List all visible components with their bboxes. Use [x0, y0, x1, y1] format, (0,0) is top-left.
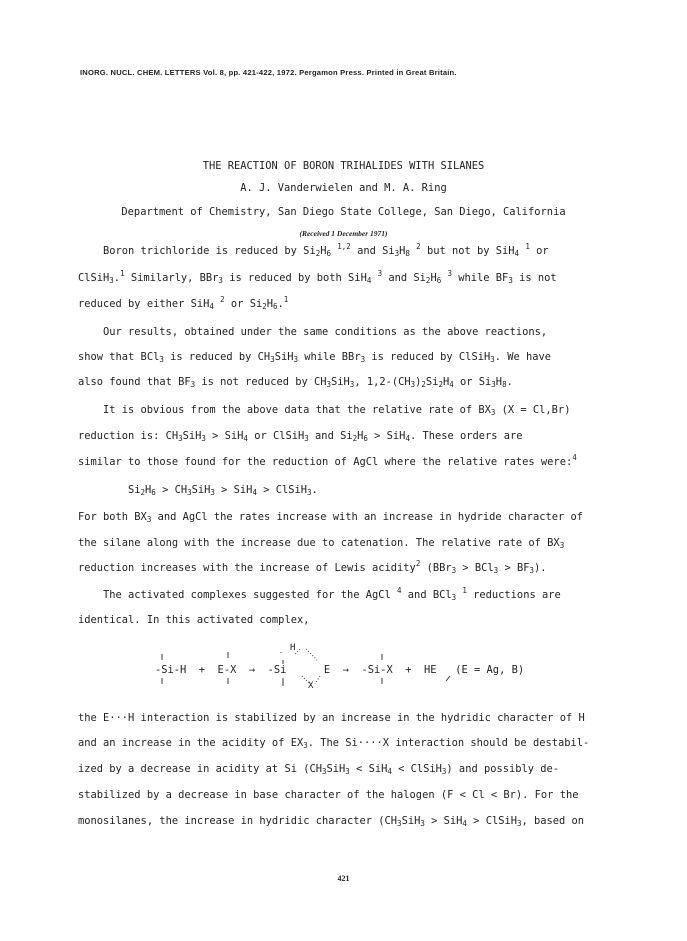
body-line: ClSiH$_3$.$^1$ Similarly, BBr$_3$ is reduced by both SiH$_4$ $^3$ and $Si_2H_6$ $^3$ while $BF_3$ is not [78, 269, 557, 285]
body-line: reduction increases with the increase of Lewis acidity$^2$ $(BBr_3 > BCl_3 > BF_3)$. [78, 559, 547, 575]
body-line: similar to those found for the reduction of AgCl where the relative rates were:$^4$ [78, 453, 577, 468]
body-line: Boron trichloride is reduced by $Si_2H_6$ $^{1,2}$ and $Si_3H_8$ $^2$ but not by SiH$_4$ $^1$ or [103, 242, 549, 258]
body-line: stabilized by a decrease in base character of the halogen (F < Cl < Br). For the [78, 789, 579, 801]
paper-authors: A. J. Vanderwielen and M. A. Ring [240, 182, 447, 194]
body-line: the silane along with the increase due to catenation. The relative rate of $BX_3$ [78, 537, 565, 550]
body-line: also found that $BF_3$ is not reduced by $CH_3SiH_3$, $1,2-(CH_3)_2Si_2H_4$ or $Si_3H_8$. [78, 376, 513, 389]
body-line: It is obvious from the above data that the relative rate of $BX_3$ (X = Cl,Br) [103, 404, 571, 417]
paper-title: THE REACTION OF BORON TRIHALIDES WITH SILANES [202, 160, 485, 172]
journal-header: INORG. NUCL. CHEM. LETTERS Vol. 8, pp. 421-422, 1972. Pergamon Press. Printed in Great Britain. [80, 68, 457, 77]
body-line: For both $BX_3$ and AgCl the rates increase with an increase in hydride character of [78, 511, 583, 524]
equation-top-h: H [290, 643, 296, 653]
body-line: ized by a decrease in acidity at Si ($CH_3SiH_3 < SiH_4$ < ClSiH$_3$) and possibly de- [78, 763, 560, 776]
body-line: reduction is: $CH_3SiH_3 > SiH_4$ or ClSiH$_3$ and $Si_2H_6 > SiH_4$. These orders are [78, 430, 523, 443]
body-line: the E···H interaction is stabilized by an increase in the hydridic character of H [78, 712, 585, 724]
reaction-equation: -Si-H + E-X → -Si E → -Si-X + HE (E = Ag, B) [155, 664, 525, 676]
body-line: and an increase in the acidity of $EX_3$. The Si····X interaction should be destabil- [78, 737, 590, 750]
page-number: 421 [337, 874, 350, 883]
body-line: reduced by either SiH$_4$ $^2$ or $Si_2H_6.^1$ [78, 295, 289, 311]
body-line: The activated complexes suggested for the AgCl $^4$ and BCl$_3$ $^1$ reductions are [103, 586, 561, 602]
received-date: (Received 1 December 1971) [299, 229, 388, 238]
body-line: identical. In this activated complex, [78, 614, 310, 626]
body-line: Our results, obtained under the same conditions as the above reactions, [103, 326, 548, 338]
body-line: monosilanes, the increase in hydridic character ($CH_3SiH_3 > SiH_4$ > ClSiH$_3$, based on [78, 815, 585, 828]
equation-bottom-x: X [308, 681, 314, 691]
body-line: show that BCl$_3$ is reduced by $CH_3SiH_3$ while BBr$_3$ is reduced by ClSiH$_3$. We have [78, 351, 552, 364]
rate-order-line: $Si_2H_6 > CH_3SiH_3 > SiH_4$ > ClSiH$_3$. [128, 484, 318, 497]
paper-affiliation: Department of Chemistry, San Diego State College, San Diego, California [121, 206, 566, 218]
